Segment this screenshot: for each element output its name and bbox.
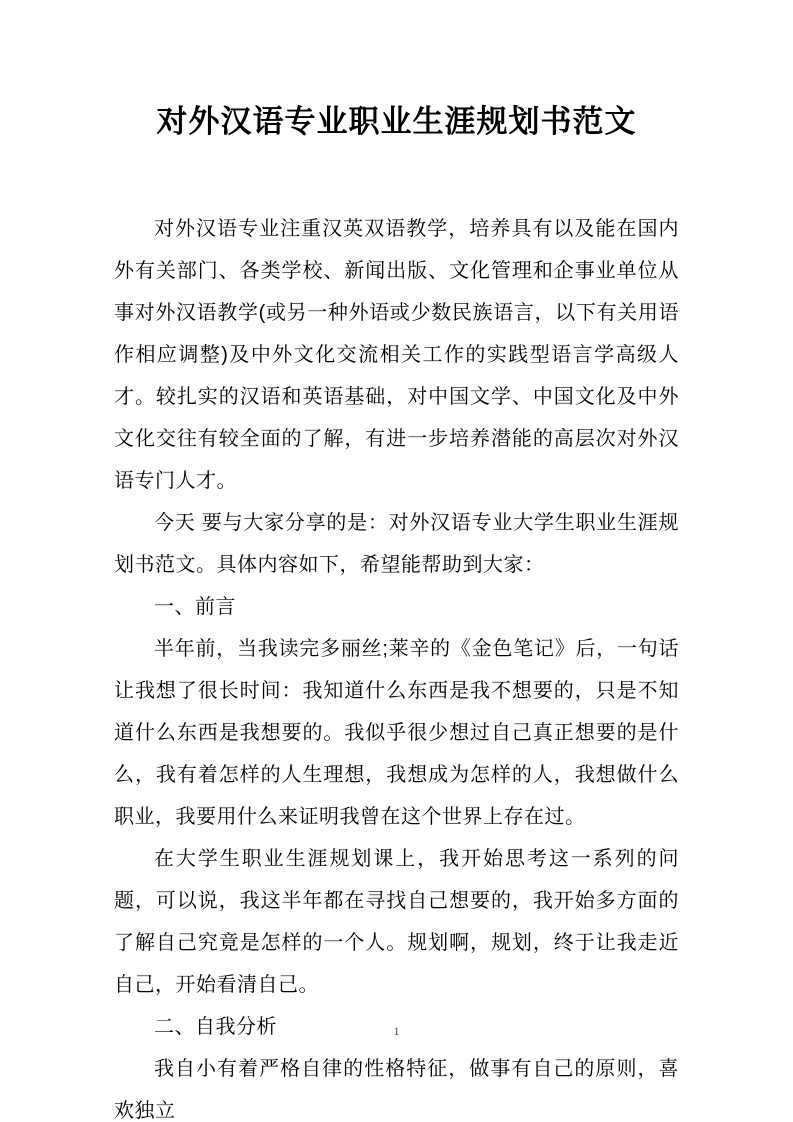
document-title: 对外汉语专业职业生涯规划书范文 xyxy=(156,104,637,139)
section-heading-foreword: 一、前言 xyxy=(154,596,236,618)
document-body xyxy=(114,208,679,1122)
body-paragraph-5: 我自小有着严格自律的性格特征，做事有自己的原则，喜欢独立 xyxy=(114,1058,679,1122)
body-paragraph-4: 在大学生职业生涯规划课上，我开始思考这一系列的问题，可以说，我这半年都在寻找自己想要的，我开始多方面的了解自己究竟是怎样的一个人。规划啊，规划，终于让我走近自己，开始看清自己。 xyxy=(114,848,679,996)
body-paragraph-3: 半年前，当我读完多丽丝;莱辛的《金色笔记》后，一句话让我想了很长时间：我知道什么东西是我不想要的，只是不知道什么东西是我想要的。我似乎很少想过自己真正想要的是什么，我有着怎样的人生理想，我想成为怎样的人，我想做什么职业，我要用什么来证明我曾在这个世界上存在过。 xyxy=(114,638,679,828)
page-footer xyxy=(0,1024,793,1039)
section-heading-self-analysis: 二、自我分析 xyxy=(154,1016,277,1038)
body-paragraph-2: 今天 要与大家分享的是：对外汉语专业大学生职业生涯规划书范文。具体内容如下，希望能帮助到大家： xyxy=(114,512,679,576)
body-paragraph-1: 对外汉语专业注重汉英双语教学，培养具有以及能在国内外有关部门、各类学校、新闻出版、文化管理和企事业单位从事对外汉语教学(或另一种外语或少数民族语言，以下有关用语作相应调整)及中外文化交流相关工作的实践型语言学高级人才。较扎实的汉语和英语基础，对中国文学、中国文化及中外文化交往有较全面的了解，有进一步培养潜能的高层次对外汉语专门人才。 xyxy=(114,218,679,492)
page-number: 1 xyxy=(393,1024,400,1038)
